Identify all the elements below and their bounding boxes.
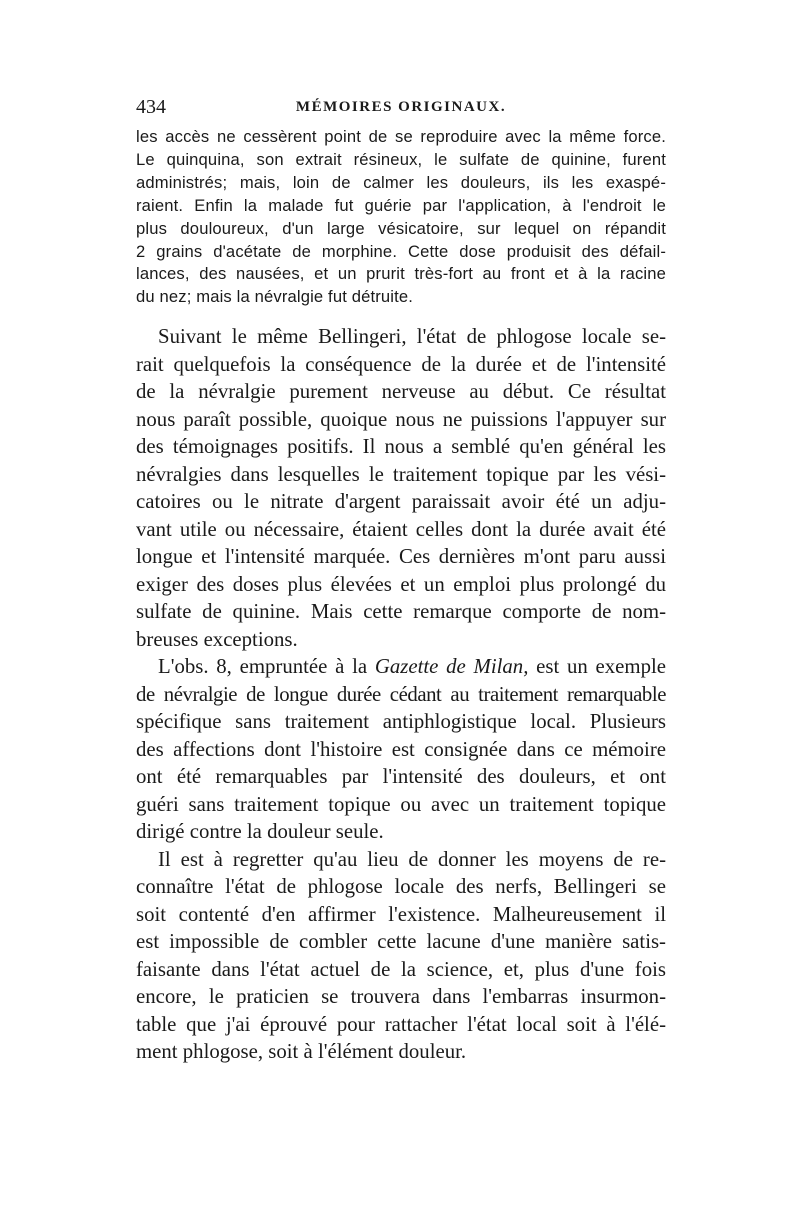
text-line: 2 grains d'acétate de morphine. Cette dose produisit des défail- xyxy=(136,241,666,261)
text-line: connaître l'état de phlogose locale des nerfs, Bellingeri se xyxy=(136,875,666,899)
text-line: ment phlogose, soit à l'élément douleur. xyxy=(136,1040,467,1064)
text-line: raient. Enfin la malade fut guérie par l'application, à l'endroit le xyxy=(136,195,666,215)
text-line: plus douloureux, d'un large vésicatoire, sur lequel on répandit xyxy=(136,218,666,238)
text-fragment: L'obs. 8, empruntée à la xyxy=(158,655,375,679)
text-line: Suivant le même Bellingeri, l'état de phlogose locale se- xyxy=(158,325,666,349)
book-page xyxy=(136,96,666,1066)
paragraph-observation-8 xyxy=(136,653,666,846)
text-line: breuses exceptions. xyxy=(136,627,298,651)
page-number: 434 xyxy=(136,96,166,118)
running-head xyxy=(136,96,666,118)
text-line: lances, des nausées, et un prurit très-fort au front et à la racine xyxy=(136,264,666,284)
text-line: les accès ne cessèrent point de se reproduire avec la même force. xyxy=(136,127,666,146)
text-line xyxy=(136,653,666,681)
text-line: Le quinquina, son extrait résineux, le sulfate de quinine, furent xyxy=(136,149,666,169)
text-line: des affections dont l'histoire est consignée dans ce mémoire xyxy=(136,737,666,761)
text-line: spécifique sans traitement antiphlogistique local. Plusieurs xyxy=(136,710,666,734)
text-line: nous paraît possible, quoique nous ne puissions l'appuyer sur xyxy=(136,407,666,431)
text-line: longue et l'intensité marquée. Ces dernières m'ont paru aussi xyxy=(136,545,666,569)
text-line: catoires ou le nitrate d'argent paraissait avoir été un adju- xyxy=(136,490,666,514)
running-title: MÉMOIRES ORIGINAUX. xyxy=(295,99,507,115)
text-line: ont été remarquables par l'intensité des douleurs, et ont xyxy=(136,765,666,789)
text-line: dirigé contre la douleur seule. xyxy=(136,820,384,844)
text-fragment: est un exemple xyxy=(528,655,666,679)
journal-title: Gazette de Milan, xyxy=(374,655,529,679)
paragraph-bellingeri xyxy=(136,323,666,653)
text-line: rait quelquefois la conséquence de la durée et de l'intensité xyxy=(136,352,666,376)
text-line: du nez; mais la névralgie fut détruite. xyxy=(136,287,414,307)
text-line: exiger des doses plus élevées et un emploi plus prolongé du xyxy=(136,572,666,596)
text-line: est impossible de combler cette lacune d'une manière satis- xyxy=(136,930,666,954)
text-line: table que j'ai éprouvé pour rattacher l'état local soit à l'élé- xyxy=(136,1012,666,1036)
text-line: de névralgie de longue durée cédant au traitement remarquable xyxy=(136,682,666,706)
text-line: Il est à regretter qu'au lieu de donner les moyens de re- xyxy=(158,847,666,871)
text-line: guéri sans traitement topique ou avec un traitement topique xyxy=(136,792,666,816)
text-line: de la névralgie purement nerveuse au début. Ce résultat xyxy=(136,380,666,404)
text-line: vant utile ou nécessaire, étaient celles dont la durée avait été xyxy=(136,517,666,541)
text-line: névralgies dans lesquelles le traitement topique par les vési- xyxy=(136,462,666,486)
text-line: soit contenté d'en affirmer l'existence. Malheureusement il xyxy=(136,902,666,926)
text-line: administrés; mais, loin de calmer les douleurs, ils les exaspé- xyxy=(136,172,666,192)
paragraph-conclusion xyxy=(136,846,666,1066)
text-line: des témoignages positifs. Il nous a semblé qu'en général les xyxy=(136,435,666,459)
text-line: faisante dans l'état actuel de la science, et, plus d'une fois xyxy=(136,957,666,981)
text-line: encore, le praticien se trouvera dans l'embarras insurmon- xyxy=(136,985,666,1009)
text-line: sulfate de quinine. Mais cette remarque comporte de nom- xyxy=(136,600,666,624)
paragraph-case-report xyxy=(136,126,666,309)
